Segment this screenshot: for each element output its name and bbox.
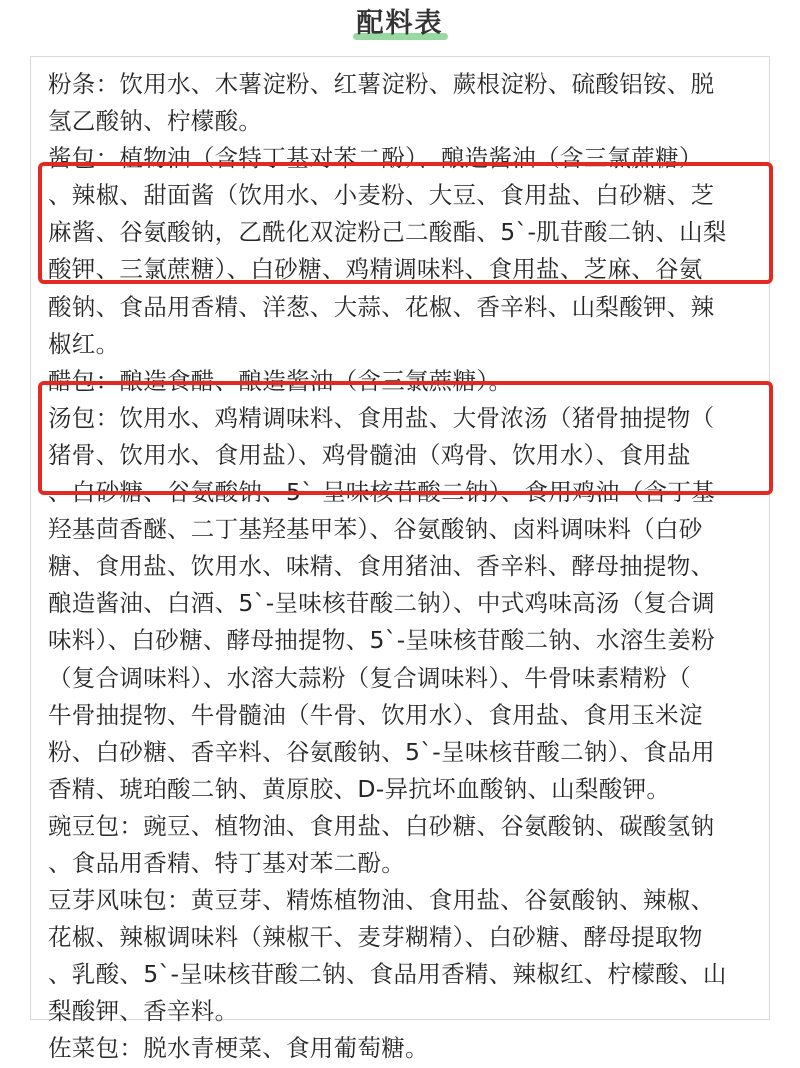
highlight-box-sauce (38, 162, 773, 284)
text-line: 香精、琥珀酸二钠、黄原胶、D-异抗坏血酸钠、山梨酸钾。 (48, 774, 671, 803)
text-line: 糖、食用盐、饮用水、味精、食用猪油、香辛料、酵母抽提物、 (48, 552, 715, 581)
text-line: 、白砂糖、谷氨酸钠、5`-呈味核苷酸二钠）、食用鸡油（含丁基 (48, 478, 715, 507)
text-line: 汤包：饮用水、鸡精调味料、食用盐、大骨浓汤（猪骨抽提物（ (48, 403, 715, 432)
text-line: 酱包：植物油（含特丁基对苯二酚）、酿造酱油（含三氯蔗糖） (48, 144, 703, 173)
text-line: 粉、白砂糖、香辛料、谷氨酸钠、5`-呈味核苷酸二钠）、食品用 (48, 737, 715, 766)
text-line: 氢乙酸钠、柠檬酸。 (48, 107, 263, 136)
text-line: 味料）、白砂糖、酵母抽提物、5`-呈味核苷酸二钠、水溶生姜粉 (48, 626, 715, 655)
text-line: 麻酱、谷氨酸钠，乙酰化双淀粉己二酸酯、5`-肌苷酸二钠、山梨 (48, 218, 727, 247)
highlight-box-soup (38, 381, 773, 495)
text-line: 醋包：酿造食醋、酿造酱油（含三氯蔗糖）。 (48, 366, 513, 395)
text-line: 、乳酸、5`-呈味核苷酸二钠、食品用香精、辣椒红、柠檬酸、山 (48, 960, 727, 989)
text-line: 羟基茴香醚、二丁基羟基甲苯）、谷氨酸钠、卤料调味料（白砂 (48, 515, 703, 544)
text-line: 佐菜包：脱水青梗菜、食用葡萄糖。 (48, 1034, 429, 1063)
text-line: 豌豆包：豌豆、植物油、食用盐、白砂糖、谷氨酸钠、碳酸氢钠 (48, 811, 715, 840)
text-line: 梨酸钾、香辛料。 (48, 997, 239, 1026)
text-line: 花椒、辣椒调味料（辣椒干、麦芽糊精）、白砂糖、酵母提取物 (48, 923, 703, 952)
text-line: 酸钠、食品用香精、洋葱、大蒜、花椒、香辛料、山梨酸钾、辣 (48, 292, 715, 321)
page-title (357, 6, 444, 42)
text-line: 酸钾、三氯蔗糖）、白砂糖、鸡精调味料、食用盐、芝麻、谷氨 (48, 255, 703, 284)
text-line: 、食品用香精、特丁基对苯二酚。 (48, 848, 405, 877)
text-line: 粉条：饮用水、木薯淀粉、红薯淀粉、蕨根淀粉、硫酸铝铵、脱 (48, 70, 715, 98)
text-line: 猪骨、饮用水、食用盐）、鸡骨髓油（鸡骨、饮用水）、食用盐 (48, 440, 691, 469)
title-area (0, 6, 800, 42)
text-line: 豆芽风味包：黄豆芽、精炼植物油、食用盐、谷氨酸钠、辣椒、 (48, 886, 715, 915)
text-line: 酿造酱油、白酒、5`-呈味核苷酸二钠）、中式鸡味高汤（复合调 (48, 589, 715, 618)
text-line: 椒红。 (48, 329, 120, 358)
page-title-text: 配料表 (356, 8, 444, 39)
text-line: （复合调味料）、水溶大蒜粉（复合调味料）、牛骨味素精粉（ (48, 663, 691, 692)
text-line: 牛骨抽提物、牛骨髓油（牛骨、饮用水）、食用盐、食用玉米淀 (48, 700, 703, 729)
text-line: 、辣椒、甜面酱（饮用水、小麦粉、大豆、食用盐、白砂糖、芝 (48, 181, 715, 210)
